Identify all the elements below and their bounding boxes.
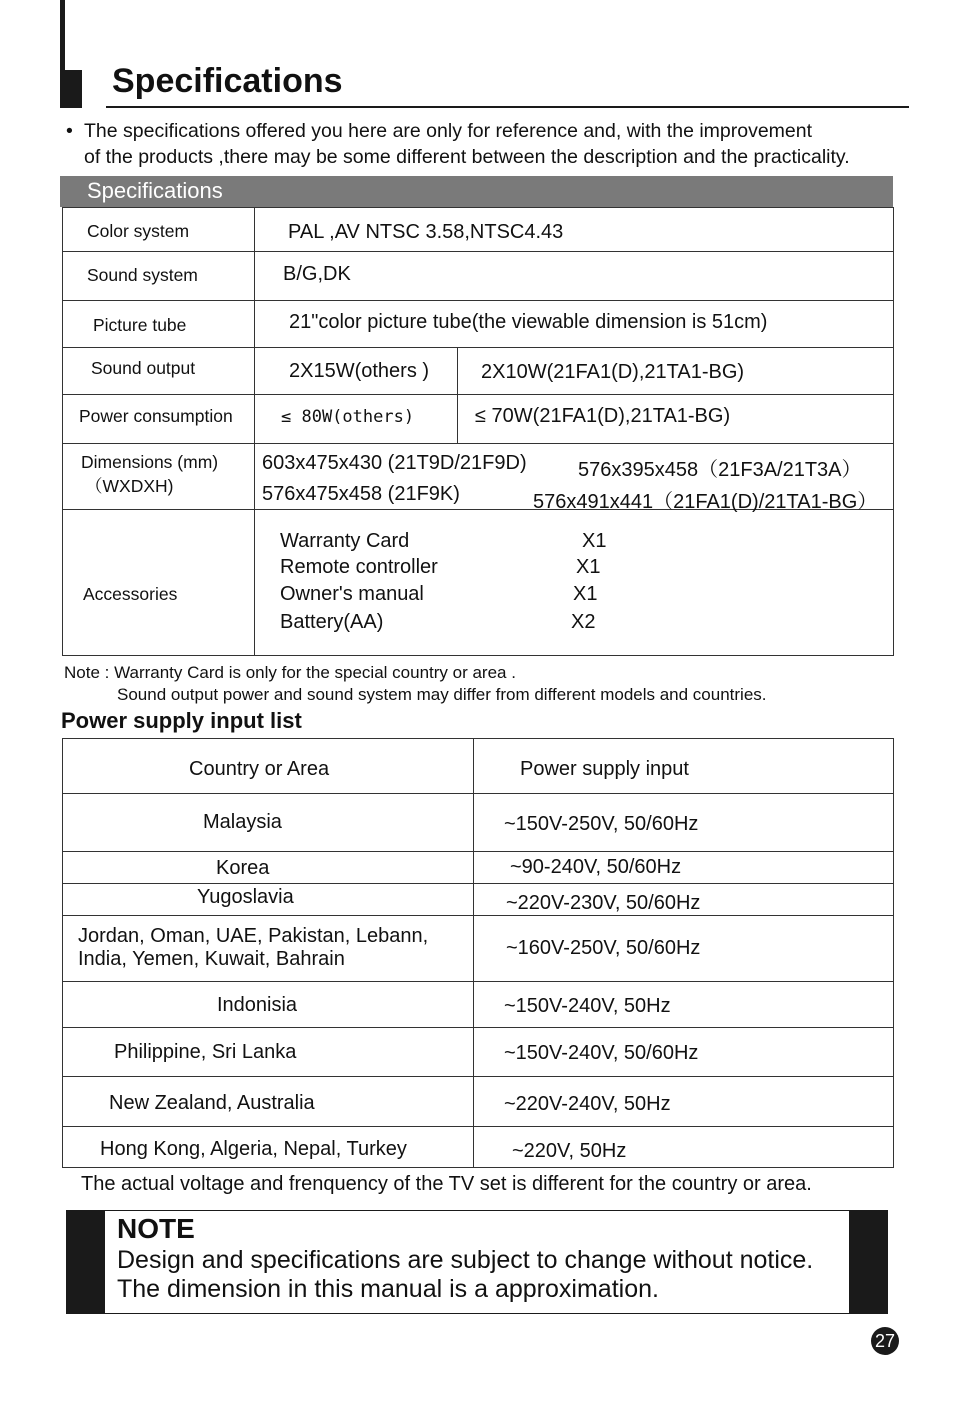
input-cell: ~90-240V, 50/60Hz (510, 856, 682, 878)
note-box-line-1: Design and specifications are subject to change without notice. (117, 1246, 814, 1274)
accessory-qty: X2 (571, 611, 596, 633)
row-divider (63, 981, 893, 982)
note-box-line-2: The dimension in this manual is a approximation. (117, 1275, 659, 1303)
sound-output-value-21fa1: 2X10W(21FA1(D),21TA1-BG) (481, 361, 745, 383)
row-divider (63, 443, 893, 444)
country-cell: Korea (216, 857, 270, 879)
sound-output-value-others: 2X15W(others ) (289, 360, 430, 382)
note-line-2: Sound output power and sound system may differ from different models and countries. (117, 685, 767, 704)
color-system-value: PAL ,AV NTSC 3.58,NTSC4.43 (288, 221, 564, 243)
sound-system-label: Sound system (87, 265, 198, 285)
spec-banner (60, 176, 893, 207)
note-line-1: Note : Warranty Card is only for the special country or area . (64, 663, 516, 682)
country-cell: Indonisia (217, 994, 298, 1016)
row-divider (63, 851, 893, 852)
column-divider (473, 739, 474, 1167)
power-consumption-label: Power consumption (79, 406, 233, 426)
input-cell: ~220V-230V, 50/60Hz (506, 892, 701, 914)
row-divider (63, 883, 893, 884)
country-cell: India, Yemen, Kuwait, Bahrain (78, 948, 345, 970)
row-divider (63, 1027, 893, 1028)
power-supply-title: Power supply input list (61, 708, 302, 733)
row-divider (63, 251, 893, 252)
input-cell: ~150V-250V, 50/60Hz (504, 813, 699, 835)
voltage-footnote: The actual voltage and frenquency of the TV set is different for the country or area. (81, 1173, 812, 1195)
intro-line-1: The specifications offered you here are only for reference and, with the improvement (84, 120, 813, 142)
dimensions-value: 603x475x430 (21T9D/21F9D) (262, 452, 527, 474)
row-divider (63, 915, 893, 916)
country-cell: New Zealand, Australia (109, 1092, 315, 1114)
row-divider (63, 793, 893, 794)
accessory-qty: X1 (582, 530, 607, 552)
spec-note (64, 662, 767, 704)
note-box-left-bar (67, 1211, 105, 1313)
dimensions-sublabel: （WXDXH) (85, 476, 174, 496)
input-cell: ~160V-250V, 50/60Hz (506, 937, 701, 959)
column-divider (457, 347, 458, 443)
title-underline (106, 106, 909, 108)
picture-tube-value: 21"color picture tube(the viewable dimension is 51cm) (289, 311, 768, 333)
spec-banner-title: Specifications (87, 178, 223, 203)
row-divider (63, 347, 893, 348)
header-input: Power supply input (520, 758, 689, 780)
dimensions-value: 576x475x458 (21F9K) (262, 483, 460, 505)
country-cell: Jordan, Oman, UAE, Pakistan, Lebann, (78, 925, 429, 947)
accessory-qty: X1 (573, 583, 598, 605)
note-box (66, 1210, 888, 1314)
country-cell: Yugoslavia (197, 886, 294, 908)
accessory-name: Battery(AA) (280, 611, 384, 633)
input-cell: ~150V-240V, 50/60Hz (504, 1042, 699, 1064)
power-supply-table (62, 738, 894, 1168)
input-cell: ~220V, 50Hz (512, 1140, 627, 1162)
row-divider (63, 1126, 893, 1127)
sound-system-value: B/G,DK (283, 263, 351, 285)
accessory-qty: X1 (576, 556, 601, 578)
intro-line-2: of the products ,there may be some different between the description and the practicality. (84, 146, 850, 168)
spec-table (62, 207, 894, 656)
dimensions-value: 576x491x441（21FA1(D)/21TA1-BG） (533, 491, 878, 513)
column-divider (254, 208, 255, 655)
accessory-name: Warranty Card (280, 530, 410, 552)
input-cell: ~150V-240V, 50Hz (504, 995, 671, 1017)
country-cell: Hong Kong, Algeria, Nepal, Turkey (100, 1138, 407, 1160)
power-consumption-value-21fa1: ≤ 70W(21FA1(D),21TA1-BG) (475, 405, 731, 427)
input-cell: ~220V-240V, 50Hz (504, 1093, 671, 1115)
note-box-right-bar (849, 1211, 887, 1313)
row-divider (63, 300, 893, 301)
country-cell: Malaysia (203, 811, 282, 833)
page-title: Specifications (112, 62, 343, 100)
note-box-title: NOTE (117, 1213, 195, 1244)
color-system-label: Color system (87, 221, 190, 241)
sound-output-label: Sound output (91, 358, 196, 378)
row-divider (63, 1076, 893, 1077)
header-bar-thick (60, 70, 82, 108)
country-cell: Philippine, Sri Lanka (114, 1041, 297, 1063)
dimensions-value: 576x395x458（21F3A/21T3A） (578, 459, 862, 481)
power-consumption-value-others: ≤ 80W(others) (281, 407, 415, 427)
dimensions-label: Dimensions (mm) (81, 452, 219, 472)
accessory-name: Remote controller (280, 556, 438, 578)
bullet-icon: • (66, 120, 73, 142)
picture-tube-label: Picture tube (93, 315, 187, 335)
page-number: 27 (871, 1327, 899, 1355)
accessory-name: Owner's manual (280, 583, 424, 605)
header-country: Country or Area (189, 758, 330, 780)
row-divider (63, 394, 893, 395)
accessories-label: Accessories (83, 584, 178, 604)
